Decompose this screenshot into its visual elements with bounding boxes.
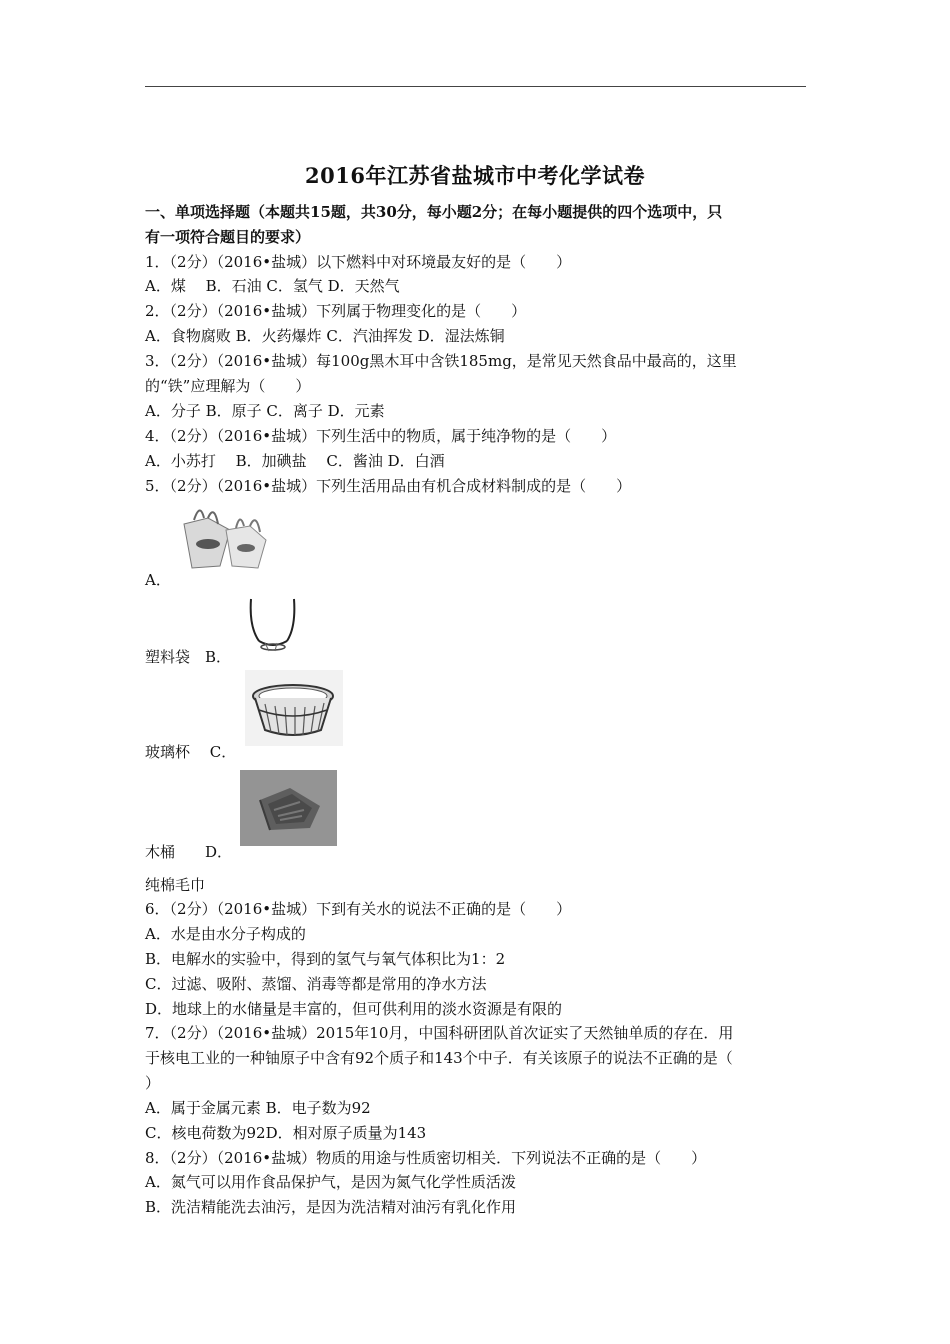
q7-options-cd: C．核电荷数为92D．相对原子质量为143: [145, 1124, 427, 1142]
q7-options-ab: A．属于金属元素 B．电子数为92: [145, 1099, 371, 1117]
q2-options: A．食物腐败 B．火药爆炸 C．汽油挥发 D．湿法炼铜: [145, 327, 505, 345]
q6-option-d: D．地球上的水储量是丰富的，但可供利用的淡水资源是有限的: [145, 1000, 563, 1018]
header-rule: [145, 86, 806, 87]
q3-stem-line2: 的“铁”应理解为（ ）: [145, 377, 311, 395]
section-heading-line1: 一、单项选择题（本题共15题，共30分，每小题2分；在每小题提供的四个选项中，只: [145, 203, 723, 221]
q3-options: A．分子 B．原子 C．离子 D．元素: [145, 402, 385, 420]
q5-option-c-name-d-letter: 木桶 D．: [145, 843, 233, 861]
q6-stem: 6．（2分）（2016•盐城）下到有关水的说法不正确的是（ ）: [145, 900, 572, 918]
q1-options: A．煤 B．石油 C．氢气 D．天然气: [145, 277, 400, 295]
q8-option-a: A．氮气可以用作食品保护气，是因为氮气化学性质活泼: [145, 1173, 516, 1191]
q6-option-c: C．过滤、吸附、蒸馏、消毒等都是常用的净水方法: [145, 975, 487, 993]
q8-stem: 8．（2分）（2016•盐城）物质的用途与性质密切相关．下列说法不正确的是（ ）: [145, 1149, 707, 1167]
q2-stem: 2．（2分）（2016•盐城）下列属于物理变化的是（ ）: [145, 302, 527, 320]
q7-stem-line1: 7．（2分）（2016•盐城）2015年10月，中国科研团队首次证实了天然铀单质的存在．用: [145, 1024, 734, 1042]
q3-stem-line1: 3．（2分）（2016•盐城）每100g黑木耳中含铁185mg，是常见天然食品中最高的，这里: [145, 352, 737, 370]
q5-option-a-name-b-letter: 塑料袋 B．: [145, 648, 232, 666]
q5-option-a-letter: A．: [145, 571, 171, 589]
q4-stem: 4．（2分）（2016•盐城）下列生活中的物质，属于纯净物的是（ ）: [145, 427, 617, 445]
cotton-towel-image: [240, 770, 337, 846]
section-heading-line2: 有一项符合题目的要求）: [145, 228, 311, 246]
plastic-bag-image: [170, 500, 270, 575]
q7-stem-line3: ）: [145, 1074, 161, 1092]
q5-option-b-name-c-letter: 玻璃杯 C．: [145, 743, 237, 761]
q6-option-a: A．水是由水分子构成的: [145, 925, 306, 943]
q8-option-b: B．洗洁精能洗去油污，是因为洗洁精对油污有乳化作用: [145, 1198, 517, 1216]
q5-stem: 5．（2分）（2016•盐城）下列生活用品由有机合成材料制成的是（ ）: [145, 477, 632, 495]
glass-cup-image: [245, 597, 300, 657]
q1-stem: 1．（2分）（2016•盐城）以下燃料中对环境最友好的是（ ）: [145, 253, 572, 271]
q5-option-d-name: 纯棉毛巾: [145, 876, 206, 894]
page-title: 2016年江苏省盐城市中考化学试卷: [305, 163, 645, 188]
wooden-bucket-image: [245, 670, 343, 746]
q7-stem-line2: 于核电工业的一种铀原子中含有92个质子和143个中子．有关该原子的说法不正确的是（: [145, 1049, 733, 1067]
q6-option-b: B．电解水的实验中，得到的氢气与氧气体积比为1：2: [145, 950, 506, 968]
q4-options: A．小苏打 B．加碘盐 C．酱油 D．白酒: [145, 452, 445, 470]
